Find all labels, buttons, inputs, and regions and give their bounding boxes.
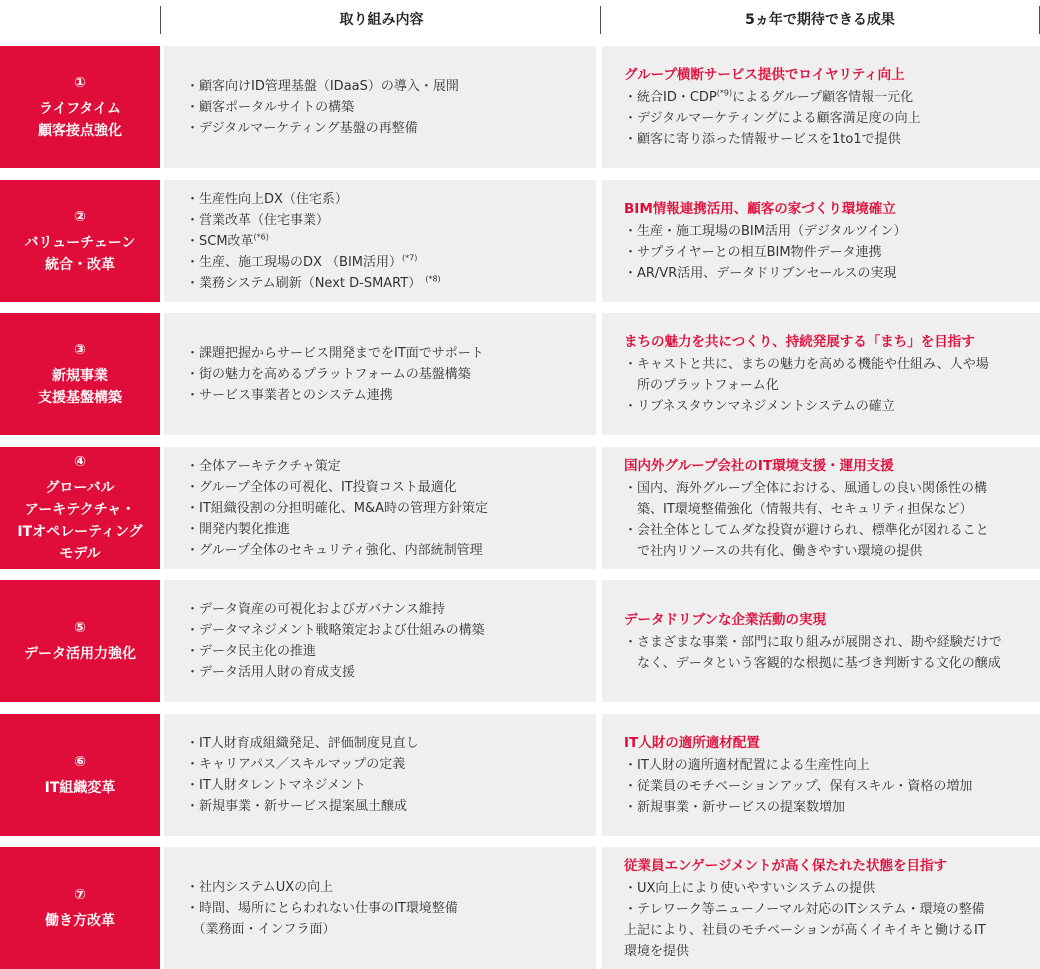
row-label	[0, 447, 160, 569]
row-label-line: 統合・改革	[45, 257, 115, 273]
activity-item: ・全体アーキテクチャ策定	[186, 458, 341, 474]
activity-item: ・顧客向けID管理基盤（IDaaS）の導入・展開	[186, 78, 459, 94]
activity-item: ・開発内製化推進	[186, 521, 291, 537]
table-row	[0, 180, 1040, 302]
outcomes-cell	[602, 46, 1040, 168]
outcome-item: ・IT人財の適所適材配置による生産性向上	[624, 758, 870, 773]
activity-item: ・サービス事業者とのシステム連携	[186, 387, 393, 403]
activities-cell	[164, 447, 596, 569]
row-label-line: 新規事業	[52, 368, 108, 384]
outcomes-cell	[602, 313, 1040, 435]
header-activities: 取り組み内容	[339, 12, 424, 28]
activity-item: ・データ活用人財の育成支援	[186, 665, 356, 680]
activity-item: ・生産性向上DX（住宅系）	[186, 191, 348, 207]
activity-item: ・IT組織役割の分担明確化、M&A時の管理方針策定	[186, 500, 489, 516]
row-label-line: 支援基盤構築	[38, 390, 122, 406]
table-row	[0, 447, 1040, 569]
row-number: ②	[74, 209, 86, 225]
outcome-item: ・新規事業・新サービスの提案数増加	[624, 800, 846, 815]
activities-cell	[164, 313, 596, 435]
outcome-item: ・サプライヤーとの相互BIM物件データ連携	[624, 245, 882, 260]
row-label	[0, 46, 160, 168]
outcome-item: ・生産・施工現場のBIM活用（デジタルツイン）	[624, 224, 907, 239]
table-row	[0, 847, 1040, 969]
activity-item: ・顧客ポータルサイトの構築	[186, 99, 355, 115]
row-label	[0, 580, 160, 702]
row-number: ⑥	[74, 754, 86, 770]
outcomes-cell	[602, 180, 1040, 302]
table-header	[0, 0, 1040, 36]
outcomes-cell	[602, 447, 1040, 569]
outcome-title: まちの魅力を共につくり、持続発展する「まち」を目指す	[624, 334, 975, 350]
activity-item: ・データ資産の可視化およびガバナンス維持	[186, 602, 445, 617]
row-label-line: IT組織変革	[44, 780, 116, 796]
outcome-title: BIM情報連携活用、顧客の家づくり環境確立	[624, 201, 896, 217]
activities-cell	[164, 180, 596, 302]
outcome-item: ・AR/VR活用、データドリブンセールスの実現	[624, 266, 897, 281]
activity-item: ・データ民主化の推進	[186, 644, 317, 659]
activity-item: ・キャリアパス／スキルマップの定義	[186, 757, 406, 772]
row-number: ③	[74, 342, 86, 358]
outcome-title: IT人財の適所適材配置	[624, 735, 760, 751]
row-label-line: グローバル	[45, 480, 115, 496]
table-row	[0, 580, 1040, 702]
row-label	[0, 847, 160, 969]
activity-item: ・営業改革（住宅事業）	[186, 212, 330, 228]
activity-item: ・生産、施工現場のDX （BIM活用）$^{(*7)}$	[186, 253, 418, 270]
outcome-item: ・統合ID・$CDP^{(*9)}$によるグループ顧客情報一元化	[624, 88, 914, 105]
activity-item: ・データマネジメント戦略策定および仕組みの構築	[186, 623, 485, 638]
row-label-line: バリューチェーン	[24, 235, 136, 251]
outcome-item: ・従業員のモチベーションアップ、保有スキル・資格の増加	[624, 779, 973, 794]
row-label-line: 顧客接点強化	[38, 123, 122, 139]
row-number: ⑤	[74, 620, 86, 636]
outcome-title: 従業員エンゲージメントが高く保たれた状態を目指す	[624, 857, 948, 874]
row-label-line: 働き方改革	[45, 913, 115, 929]
activity-item: ・業務システム刷新（Next D-SMART） $^{(*8)}$	[186, 274, 441, 291]
outcome-title: 国内外グループ会社のIT環境支援・運用支援	[624, 457, 894, 474]
header-divider	[160, 6, 161, 34]
activity-item: ・時間、場所にとらわれない仕事のIT環境整備 （業務面・インフラ面）	[186, 900, 458, 937]
outcome-item: ・さまざまな事業・部門に取り組みが展開され、勘や経験だけで なく、データという客観的な根拠に基づき判断する文化の醸成	[624, 634, 1002, 671]
outcome-item: ・キャストと共に、まちの魅力を高める機能や仕組み、人や場 所のプラットフォーム化	[624, 357, 989, 393]
outcome-item: ・テレワーク等ニューノーマル対応のITシステム・環境の整備 上記により、社員のモチベーションが高くイキイキと働けるIT 環境を提供	[624, 901, 986, 959]
outcome-title: グループ横断サービス提供でロイヤリティ向上	[624, 67, 905, 83]
outcome-item: ・リブネスタウンマネジメントシステムの確立	[624, 399, 895, 414]
row-label-line: アーキテクチャ・	[24, 502, 136, 518]
activity-item: ・課題把握からサービス開発までをIT面でサポート	[186, 345, 484, 361]
activity-item: ・街の魅力を高めるプラットフォームの基盤構築	[186, 366, 471, 382]
table-row	[0, 714, 1040, 836]
activities-cell	[164, 714, 596, 836]
outcomes-cell	[602, 714, 1040, 836]
activity-item: ・社内システムUXの向上	[186, 879, 334, 895]
table-row	[0, 46, 1040, 168]
outcome-item: ・顧客に寄り添った情報サービスを1to1で提供	[624, 132, 901, 147]
row-number: ①	[74, 75, 86, 91]
activities-cell	[164, 580, 596, 702]
outcomes-cell	[602, 580, 1040, 702]
activity-item: ・デジタルマーケティング基盤の再整備	[186, 120, 418, 136]
outcome-item: ・会社全体としてムダな投資が避けられ、標準化が図れること で社内リソースの共有化、働きやすい環境の提供	[624, 522, 989, 559]
table-row	[0, 313, 1040, 435]
outcome-item: ・UX向上により使いやすいシステムの提供	[624, 880, 876, 896]
row-label-line: モデル	[59, 546, 101, 562]
activities-cell	[164, 46, 596, 168]
row-label-line: ライフタイム	[39, 101, 121, 117]
outcome-item: ・デジタルマーケティングによる顧客満足度の向上	[624, 111, 921, 126]
row-label	[0, 714, 160, 836]
activity-item: ・IT人財育成組織発足、評価制度見直し	[186, 736, 419, 751]
outcome-item: ・国内、海外グループ全体における、風通しの良い関係性の構 築、IT環境整備強化（情報共有、セキュリティ担保など）	[624, 480, 987, 517]
row-label-line: ITオペレーティング	[17, 524, 143, 540]
header-outcomes: 5ヵ年で期待できる成果	[745, 12, 895, 28]
row-number: ④	[74, 454, 86, 470]
activity-item: ・新規事業・新サービス提案風土醸成	[186, 799, 408, 814]
activities-cell	[164, 847, 596, 969]
outcomes-cell	[602, 847, 1040, 969]
activity-item: ・SCM改革$^{(*6)}$	[186, 232, 269, 249]
activity-item: ・グループ全体のセキュリティ強化、内部統制管理	[186, 542, 483, 558]
activity-item: ・IT人財タレントマネジメント	[186, 778, 367, 793]
outcome-title: データドリブンな企業活動の実現	[624, 611, 826, 628]
row-number: ⑦	[74, 887, 86, 903]
activity-item: ・グループ全体の可視化、IT投資コスト最適化	[186, 479, 457, 495]
row-label-line: データ活用力強化	[24, 646, 136, 662]
row-label	[0, 313, 160, 435]
row-label	[0, 180, 160, 302]
